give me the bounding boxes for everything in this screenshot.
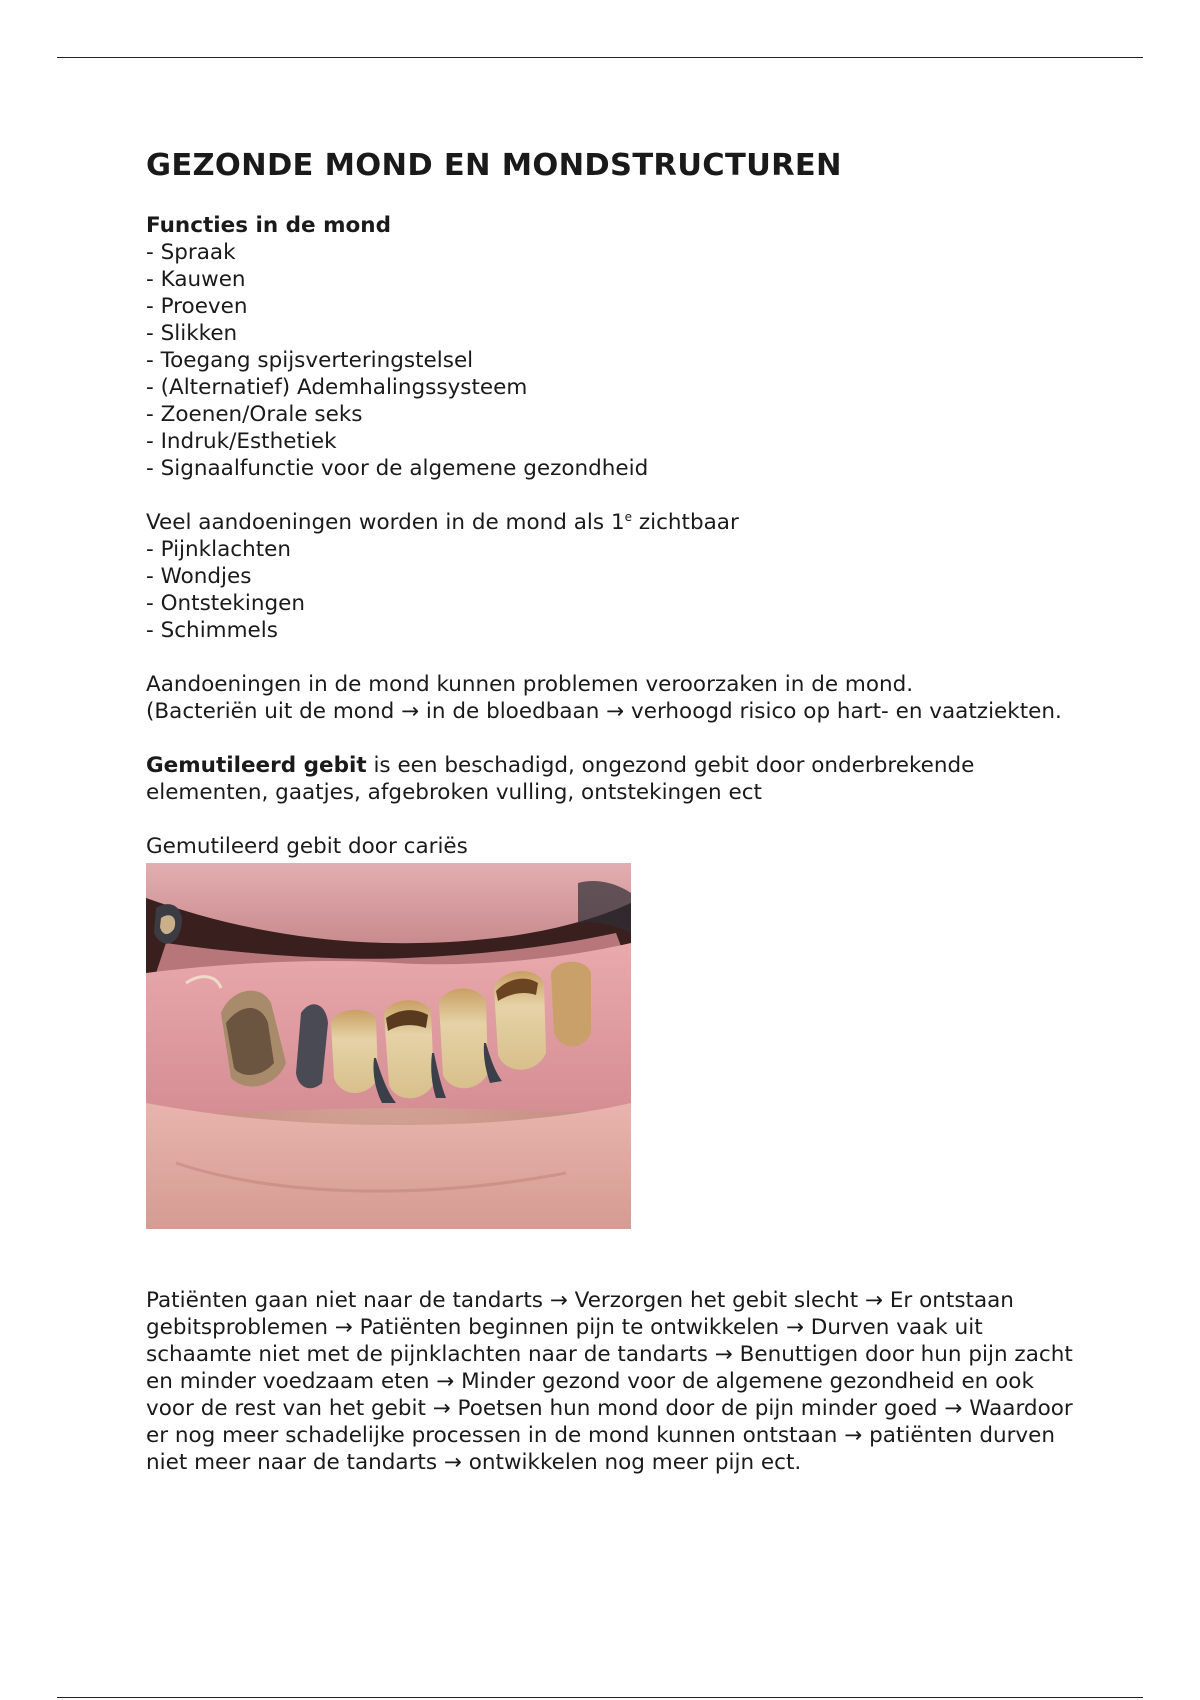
list-item: - (Alternatief) Ademhalingssysteem (146, 374, 1086, 401)
top-rule (57, 57, 1143, 58)
list-item: - Kauwen (146, 266, 1086, 293)
list-item: - Spraak (146, 239, 1086, 266)
page-title: GEZONDE MOND EN MONDSTRUCTUREN (146, 148, 842, 183)
list-item: - Ontstekingen (146, 590, 1086, 617)
list-item: - Indruk/Esthetiek (146, 428, 1086, 455)
document-body (146, 146, 1086, 1476)
list-item: - Proeven (146, 293, 1086, 320)
list-item: - Signaalfunctie voor de algemene gezondheid (146, 455, 1086, 482)
mutilated-term: Gemutileerd gebit (146, 752, 367, 778)
mutilated-definition: Gemutileerd gebit is een beschadigd, ongezond gebit door onderbrekende elementen, gaatjes, afgebroken vulling, ontstekingen ect (146, 752, 975, 805)
list-item: - Slikken (146, 320, 1086, 347)
functions-heading: Functies in de mond (146, 212, 391, 238)
list-item: - Wondjes (146, 563, 1086, 590)
list-item: - Zoenen/Orale seks (146, 401, 1086, 428)
cycle-paragraph: Patiënten gaan niet naar de tandarts → Verzorgen het gebit slecht → Er ontstaan gebitsproblemen → Patiënten beginnen pijn te ontwikkelen → Durven vaak uit schaamte niet met de pijnklachten naar de tandarts → Benuttigen door hun pijn zacht en minder voedzaam eten → Minder gezond voor de algemene gezondheid en ook voor de rest van het gebit → Poetsen hun mond door de pijn minder goed → Waardoor er nog meer schadelijke processen in de mond kunnen ontstaan → patiënten durven niet meer naar de tandarts → ontwikkelen nog meer pijn ect. (146, 1287, 1073, 1475)
image-caption: Gemutileerd gebit door cariës (146, 833, 468, 859)
functions-list (146, 239, 1086, 482)
mouth-photo (146, 863, 631, 1229)
list-item: - Toegang spijsverteringstelsel (146, 347, 1086, 374)
list-item: - Pijnklachten (146, 536, 1086, 563)
list-item: - Schimmels (146, 617, 1086, 644)
problems-paragraph: Aandoeningen in de mond kunnen problemen veroorzaken in de mond. (Bacteriën uit de mond → in de bloedbaan → verhoogd risico op hart- en vaatziekten. (146, 671, 1062, 724)
bottom-rule (57, 1697, 1143, 1698)
visible-conditions-list (146, 536, 1086, 644)
visible-intro: Veel aandoeningen worden in de mond als 1e zichtbaar (146, 509, 739, 535)
